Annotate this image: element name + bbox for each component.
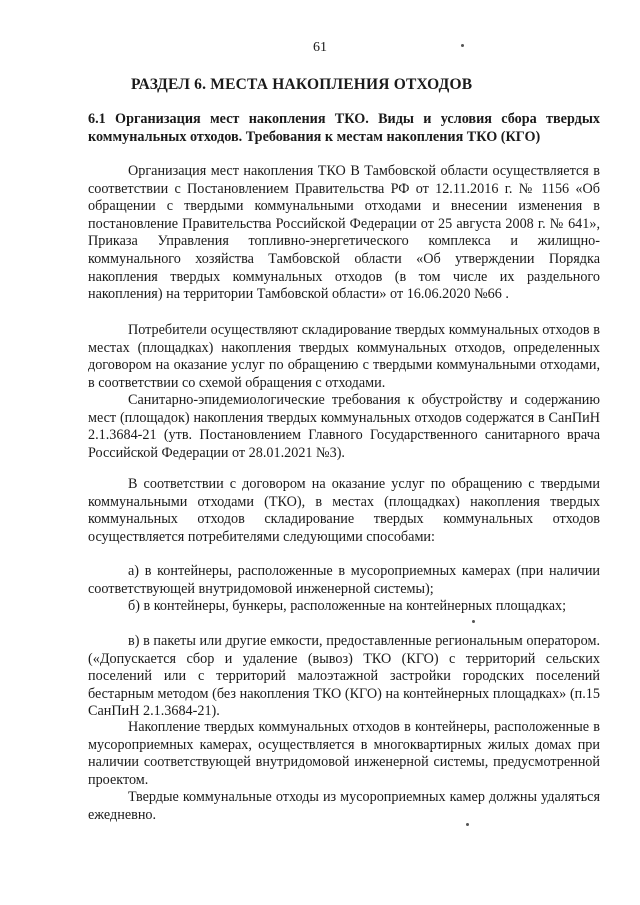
- list-item-a: а) в контейнеры, расположенные в мусороприемных камерах (при наличии соответствующей внутридомовой инженерной системы);: [88, 563, 600, 597]
- paragraph-accumulation: Накопление твердых коммунальных отходов в контейнеры, расположенные в мусороприемных камерах, осуществляется в многоквартирных жилых домах при наличии соответствующей внутридомовой инженерной системы, предусмотренной проектом.: [88, 719, 600, 788]
- page-number: 61: [313, 40, 327, 55]
- section-heading: РАЗДЕЛ 6. МЕСТА НАКОПЛЕНИЯ ОТХОДОВ: [131, 76, 473, 93]
- paragraph-organization: Организация мест накопления ТКО В Тамбовской области осуществляется в соответствии с Постановлением Правительства РФ от 12.11.2016 г. № 1156 «Об обращении с твердыми коммунальными отходами и внесении изменения в постановление Правительства Российской Федерации от 25 августа 2008 г. № 641», Приказа Управления топливно-энергетического комплекса и жилищно-коммунального хозяйства Тамбовской области «Об утверждении Порядка накопления твердых коммунальных отходов (в том числе их раздельного накопления) на территории Тамбовской области» от 16.06.2020 №66 .: [88, 163, 600, 303]
- paragraph-daily-removal: Твердые коммунальные отходы из мусороприемных камер должны удаляться ежедневно.: [88, 789, 600, 823]
- scan-speck: [472, 620, 475, 623]
- subsection-heading: 6.1 Организация мест накопления ТКО. Виды и условия сбора твердых коммунальных отходов. Требования к местам накопления ТКО (КГО): [88, 111, 600, 145]
- scan-speck: [461, 44, 464, 47]
- paragraph-contract-methods: В соответствии с договором на оказание услуг по обращению с твердыми коммунальными отходами (ТКО), в местах (площадках) накопления твердых коммунальных отходов складирование твердых коммунальных отходов осуществляется потребителями следующими способами:: [88, 476, 600, 545]
- scan-speck: [466, 823, 469, 826]
- paragraph-consumers: Потребители осуществляют складирование твердых коммунальных отходов в местах (площадках) накопления твердых коммунальных отходов, определенных договором на оказание услуг по обращению с твердыми коммунальными отходами, в соответствии со схемой обращения с отходами.: [88, 322, 600, 391]
- list-item-c: в) в пакеты или другие емкости, предоставленные региональным оператором. («Допускается сбор и удаление (вывоз) ТКО (КГО) с территорий сельских поселений или с территорий малоэтажной застройки городских поселений бестарным методом (без накопления ТКО (КГО) на контейнерных площадках» (п.15 СанПиН 2.1.3684-21).: [88, 633, 600, 720]
- list-item-b: б) в контейнеры, бункеры, расположенные на контейнерных площадках;: [128, 598, 567, 614]
- paragraph-sanitary-requirements: Санитарно-эпидемиологические требования к обустройству и содержанию мест (площадок) накопления твердых коммунальных отходов содержатся в СанПиН 2.1.3684-21 (утв. Постановлением Главного Государственного санитарного врача Российской Федерации от 28.01.2021 №3).: [88, 392, 600, 461]
